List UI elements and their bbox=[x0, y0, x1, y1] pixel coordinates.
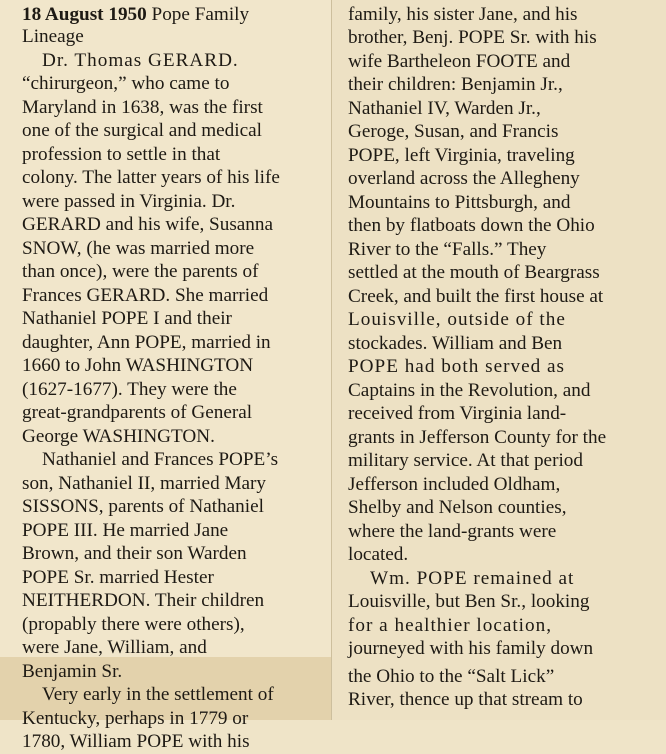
text-line: Nathaniel and Frances POPE’s bbox=[42, 449, 279, 470]
left-column bbox=[0, 0, 332, 752]
text-line: where the land-grants were bbox=[348, 521, 557, 542]
article-header bbox=[22, 3, 310, 27]
text-line: daughter, Ann POPE, married in bbox=[22, 332, 271, 353]
text-line: then by flatboats down the Ohio bbox=[348, 215, 595, 236]
text-line: Creek, and built the first house at bbox=[348, 286, 604, 307]
text-line: Jefferson included Oldham, bbox=[348, 474, 561, 495]
text-line: SNOW, (he was married more bbox=[22, 238, 255, 259]
text-line: Kentucky, perhaps in 1779 or bbox=[22, 708, 249, 729]
text-line: family, his sister Jane, and his bbox=[348, 4, 578, 25]
text-line: Nathaniel POPE I and their bbox=[22, 308, 232, 329]
text-line: (1627-1677). They were the bbox=[22, 379, 237, 400]
text-line: Nathaniel IV, Warden Jr., bbox=[348, 98, 541, 119]
text-line: Lineage bbox=[22, 26, 84, 47]
text-line: Benjamin Sr. bbox=[22, 661, 123, 682]
text-line: received from Virginia land- bbox=[348, 403, 567, 424]
text-line: (propably there were others), bbox=[22, 614, 245, 635]
text-line: were passed in Virginia. Dr. bbox=[22, 191, 236, 212]
text-line: Brown, and their son Warden bbox=[22, 543, 247, 564]
text-line: George WASHINGTON. bbox=[22, 426, 215, 447]
text-line: journeyed with his family down bbox=[348, 638, 594, 659]
text-line: settled at the mouth of Beargrass bbox=[348, 262, 600, 283]
text-line: for a healthier location, bbox=[348, 615, 553, 636]
text-line: than once), were the parents of bbox=[22, 261, 259, 282]
text-line: Mountains to Pittsburgh, and bbox=[348, 192, 571, 213]
header-title: Pope Family bbox=[151, 4, 250, 25]
text-line: the Ohio to the “Salt Lick” bbox=[348, 666, 555, 687]
text-line: profession to settle in that bbox=[22, 144, 221, 165]
text-line: great-grandparents of General bbox=[22, 402, 253, 423]
text-line: were Jane, William, and bbox=[22, 637, 207, 658]
text-line: Louisville, but Ben Sr., looking bbox=[348, 591, 590, 612]
text-line: Shelby and Nelson counties, bbox=[348, 497, 567, 518]
text-line: 1660 to John WASHINGTON bbox=[22, 355, 254, 376]
text-line: SISSONS, parents of Nathaniel bbox=[22, 496, 264, 517]
text-line: stockades. William and Ben bbox=[348, 333, 563, 354]
text-line: River, thence up that stream to bbox=[348, 689, 583, 710]
text-line: brother, Benj. POPE Sr. with his bbox=[348, 27, 597, 48]
header-date: 18 August 1950 bbox=[22, 4, 147, 25]
text-line: POPE III. He married Jane bbox=[22, 520, 229, 541]
text-line: one of the surgical and medical bbox=[22, 120, 262, 141]
text-line: Very early in the settlement of bbox=[42, 684, 274, 705]
text-line: Maryland in 1638, was the first bbox=[22, 97, 263, 118]
text-line: military service. At that period bbox=[348, 450, 583, 471]
text-line: overland across the Allegheny bbox=[348, 168, 580, 189]
text-line: Frances GERARD. She married bbox=[22, 285, 269, 306]
text-line: Dr. Thomas GERARD. bbox=[42, 50, 239, 71]
text-line: their children: Benjamin Jr., bbox=[348, 74, 563, 95]
text-line: POPE had both served as bbox=[348, 356, 565, 377]
text-line: 1780, William POPE with his bbox=[22, 731, 250, 752]
text-line: “chirurgeon,” who came to bbox=[22, 73, 230, 94]
text-line: son, Nathaniel II, married Mary bbox=[22, 473, 267, 494]
text-line: GERARD and his wife, Susanna bbox=[22, 214, 274, 235]
right-column bbox=[332, 0, 666, 720]
text-line: colony. The latter years of his life bbox=[22, 167, 280, 188]
text-line: River to the “Falls.” They bbox=[348, 239, 547, 260]
text-line: Louisville, outside of the bbox=[348, 309, 566, 330]
text-line: grants in Jefferson County for the bbox=[348, 427, 607, 448]
text-line: POPE, left Virginia, traveling bbox=[348, 145, 575, 166]
text-line: Captains in the Revolution, and bbox=[348, 380, 591, 401]
text-line: Wm. POPE remained at bbox=[370, 568, 575, 589]
text-line: NEITHERDON. Their children bbox=[22, 590, 265, 611]
text-line: wife Bartheleon FOOTE and bbox=[348, 51, 571, 72]
text-line: POPE Sr. married Hester bbox=[22, 567, 214, 588]
text-line: located. bbox=[348, 544, 409, 565]
text-line: Geroge, Susan, and Francis bbox=[348, 121, 559, 142]
